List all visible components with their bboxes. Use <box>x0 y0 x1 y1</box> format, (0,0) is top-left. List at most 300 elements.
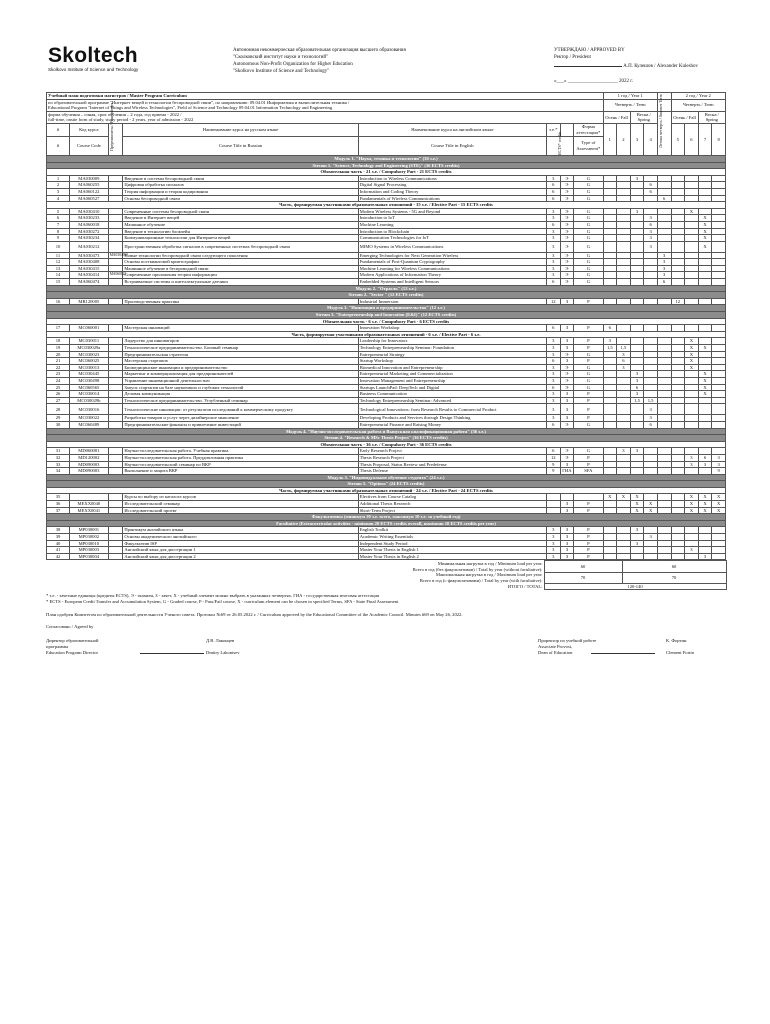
t1 <box>603 259 617 266</box>
term-7: 7 <box>698 123 712 155</box>
prerequisite <box>108 421 123 428</box>
t2 <box>617 325 631 332</box>
t9 <box>712 221 726 228</box>
assessment-en: G <box>574 377 603 384</box>
module-header-row <box>47 520 726 527</box>
t4: 6 <box>644 421 658 428</box>
course-code: MA030410 <box>70 208 109 215</box>
t9 <box>712 208 726 215</box>
t2: 6 <box>617 358 631 365</box>
t3 <box>630 235 644 242</box>
assessment-en: G <box>574 252 603 259</box>
course-code: MP030001 <box>70 527 109 534</box>
row-num: 17 <box>47 325 70 332</box>
module-title: Stream 4. "Research & MSc Thesis Project" (36 ECTS credits) <box>47 435 726 442</box>
credits: 3 <box>547 345 561 352</box>
t9 <box>712 228 726 235</box>
row-num: 25 <box>47 384 70 391</box>
t6 <box>671 415 685 422</box>
title-ru: Встраиваемые системы и интеллектуальные датчики <box>123 279 358 286</box>
prerequisite <box>108 371 123 378</box>
left-signatory-name <box>206 638 240 656</box>
prerequisite <box>108 175 123 182</box>
t8 <box>698 358 712 365</box>
term-8: 8 <box>712 123 726 155</box>
course-row <box>47 468 726 475</box>
course-code: MA030272 <box>70 228 109 235</box>
t1 <box>603 527 617 534</box>
t3: X <box>630 507 644 514</box>
part-title: Обязательная часть - 21 з.е. / Compulsory Part - 21 ECTS credits <box>47 169 726 176</box>
row-num: 27 <box>47 397 70 404</box>
course-row <box>47 265 726 272</box>
spring-label: Весна / Spring <box>630 111 657 123</box>
title-en: Leadership for Innovators <box>358 338 546 345</box>
module-header-row <box>47 155 726 162</box>
skoltech-logo <box>48 44 138 72</box>
prerequisite <box>108 221 123 228</box>
total-facultative-label: Всего в год (с факультативами) / Total by year (with facultative): <box>419 577 543 583</box>
t2 <box>617 377 631 384</box>
title-en: Innovation Management and Entrepreneurship <box>358 377 546 384</box>
title-ru: Практикум английского языка <box>123 527 358 534</box>
assessment-ru: Э <box>560 188 574 195</box>
t4: 6 <box>644 182 658 189</box>
prerequisite <box>108 461 123 468</box>
t7 <box>685 391 699 398</box>
left-role-line: Директор образовательной <box>46 638 99 644</box>
title-en: Industrial Immersion <box>358 298 546 305</box>
course-row <box>47 208 726 215</box>
t5 <box>657 391 671 398</box>
title-ru: Биомедицинские инновации и предпринимательство <box>123 364 358 371</box>
title-ru: Факультатив ISP <box>123 540 358 547</box>
col-type: Type of Assessment* <box>574 136 603 155</box>
t7 <box>685 404 699 415</box>
credits: 3 <box>547 208 561 215</box>
t5 <box>657 540 671 547</box>
t5 <box>657 468 671 475</box>
t1 <box>603 384 617 391</box>
t5 <box>657 298 671 305</box>
title-ru: Исследовательский семинар <box>123 501 358 508</box>
t1 <box>603 421 617 428</box>
course-code: MA060527 <box>70 195 109 202</box>
course-row <box>47 421 726 428</box>
org-line: Autonomous Non-Profit Organization for Higher Education <box>233 62 353 67</box>
course-code: MC030014 <box>70 391 109 398</box>
col-title-ru-en: Course Title in Russian <box>123 136 358 155</box>
totals-table <box>46 560 727 590</box>
t4 <box>644 345 658 352</box>
part-title: Часть, формируемая участниками образовательных отношений - 6 з.е. / Elective Part - 6 з.е. <box>47 331 726 338</box>
title-en: Additional Thesis Research <box>358 501 546 508</box>
course-code <box>70 494 109 501</box>
t8 <box>698 534 712 541</box>
t6 <box>671 195 685 202</box>
credits: 3 <box>547 540 561 547</box>
t1 <box>603 397 617 404</box>
prerequisite <box>108 208 123 215</box>
organization-block <box>233 47 483 75</box>
t9 <box>712 235 726 242</box>
t6 <box>671 235 685 242</box>
t4: 3 <box>644 404 658 415</box>
t6 <box>671 461 685 468</box>
approval-block <box>554 47 729 85</box>
course-code: MA030414 <box>70 272 109 279</box>
assessment-en: G <box>574 188 603 195</box>
t1 <box>603 182 617 189</box>
module-title: Модуль 2. "Отрасль" (12 з.е.) <box>47 285 726 292</box>
t6 <box>671 345 685 352</box>
t2 <box>617 501 631 508</box>
t7 <box>685 371 699 378</box>
t5 <box>657 371 671 378</box>
year1-label: 1 год / Year 1 <box>603 93 657 100</box>
title-ru: Технологическое предпринимательство. Углубленный семинар <box>123 397 358 404</box>
course-row <box>47 391 726 398</box>
assessment-en: G <box>574 279 603 286</box>
row-num: 15 <box>47 279 70 286</box>
t1 <box>603 241 617 252</box>
col-num: # <box>47 123 70 136</box>
t7 <box>685 421 699 428</box>
prerequisite <box>108 235 123 242</box>
t1 <box>603 461 617 468</box>
t5 <box>657 415 671 422</box>
title-en: Digital Signal Processing <box>358 182 546 189</box>
t9 <box>712 175 726 182</box>
t6 <box>671 494 685 501</box>
credits: 3 <box>547 553 561 560</box>
assessment-en: G <box>574 371 603 378</box>
row-num: 7 <box>47 221 70 228</box>
t8: X <box>698 494 712 501</box>
t7 <box>685 265 699 272</box>
title-en: Machine Learning <box>358 221 546 228</box>
assessment-en: P <box>574 534 603 541</box>
assessment-ru: З <box>560 404 574 415</box>
title-en: Technological Innovations: from Research Results to Commercial Product <box>358 404 546 415</box>
t8: X <box>698 371 712 378</box>
title-en: MIMO Systems in Wireless Communications <box>358 241 546 252</box>
assessment-ru: Э <box>560 175 574 182</box>
title-en: Thesis Proposal, Status Review and Predefense <box>358 461 546 468</box>
row-num: 39 <box>47 534 70 541</box>
t5 <box>657 377 671 384</box>
assessment-en: SFA <box>574 468 603 475</box>
t4 <box>644 494 658 501</box>
t5 <box>657 364 671 371</box>
col-form: Форма аттестации* <box>574 123 603 136</box>
title-en: Biomedical Innovation and Entrepreneurship <box>358 364 546 371</box>
t9 <box>712 421 726 428</box>
assessment-ru: Э <box>560 371 574 378</box>
t7: X <box>685 364 699 371</box>
t6 <box>671 338 685 345</box>
t7: 3 <box>685 461 699 468</box>
course-row <box>47 507 726 514</box>
credits: 3 <box>547 404 561 415</box>
t7 <box>685 175 699 182</box>
t7 <box>685 188 699 195</box>
course-code: MP030004 <box>70 553 109 560</box>
t8 <box>698 188 712 195</box>
intro-program-en: Educational Program "Internet of Things and Wireless Technologies", Field of Science and Technology 09.04.01 Information Technology and Engineering <box>47 105 604 111</box>
module-header-row <box>47 162 726 169</box>
itogo-value: 120-140 <box>544 583 726 590</box>
t2 <box>617 175 631 182</box>
t2 <box>617 415 631 422</box>
t8 <box>698 468 712 475</box>
title-en: Technology Entrepreneurship Seminar: Foundation <box>358 345 546 352</box>
max-load-label: Максимальная нагрузка в год / Maximum load per year: <box>435 572 543 578</box>
t8: X <box>698 215 712 222</box>
t6 <box>671 279 685 286</box>
assessment-en: P <box>574 527 603 534</box>
course-row <box>47 547 726 554</box>
t3 <box>630 345 644 352</box>
t4 <box>644 540 658 547</box>
t9: X <box>712 507 726 514</box>
prerequisite <box>108 345 123 352</box>
title-ru: Управление инновационной деятельностью <box>123 377 358 384</box>
title-ru: Коммуникационные технологии для Интернета вещей <box>123 235 358 242</box>
left-name-ru: Д.В. Лаконцев <box>206 638 235 644</box>
assessment-ru: Э <box>560 384 574 391</box>
row-num: 19 <box>47 345 70 352</box>
title-en: Technology Entrepreneurship Seminar: Advanced <box>358 397 546 404</box>
t6 <box>671 391 685 398</box>
assessment-en: P <box>574 397 603 404</box>
fall-label: Осень / Fall <box>603 111 630 123</box>
t2 <box>617 338 631 345</box>
t5 <box>657 338 671 345</box>
term-6: 6 <box>685 123 699 155</box>
t9 <box>712 265 726 272</box>
assessment-ru: З <box>560 540 574 547</box>
assessment-en: P <box>574 404 603 415</box>
title-ru: Исследовательский проект <box>123 507 358 514</box>
module-title: Модуль 5. "Индивидуальное обучение студента" (24 з.е.) <box>47 474 726 481</box>
t8 <box>698 259 712 266</box>
assessment-en: G <box>574 182 603 189</box>
t8 <box>698 397 712 404</box>
right-role-line: Проректор по учебной работе <box>538 638 597 644</box>
t4 <box>644 208 658 215</box>
credits: 6 <box>547 221 561 228</box>
t1 <box>603 265 617 272</box>
note-approval: План одобрен Комитетом по образовательной деятельности Ученого совета. Протокол №69 от 26.05.2022 г. / Curriculum approved by the Educational Committee of the Academic Council. Minutes #69 on May 26, 2022. <box>46 612 463 618</box>
t6 <box>671 252 685 259</box>
t1 <box>603 468 617 475</box>
t4 <box>644 468 658 475</box>
part-header-row <box>47 318 726 325</box>
course-row <box>47 182 726 189</box>
credits: 3 <box>547 175 561 182</box>
course-row <box>47 252 726 259</box>
title-ru: Введение в Интернет вещей <box>123 215 358 222</box>
right-name-ru: К. Фортин <box>666 638 687 644</box>
t7 <box>685 279 699 286</box>
t5 <box>657 494 671 501</box>
t6 <box>671 553 685 560</box>
t6 <box>671 228 685 235</box>
course-row <box>47 540 726 547</box>
part-header-row <box>47 487 726 494</box>
t4 <box>644 547 658 554</box>
t8: 3 <box>698 553 712 560</box>
course-code: MC030011 <box>70 338 109 345</box>
t1 <box>603 272 617 279</box>
t8: X <box>698 241 712 252</box>
logo-word: Skoltech <box>48 44 138 67</box>
t7: X <box>685 501 699 508</box>
title-en: Introduction to Wireless Communications <box>358 175 546 182</box>
t5 <box>657 188 671 195</box>
t3 <box>630 298 644 305</box>
course-code: MC030022 <box>70 415 109 422</box>
t4: 3 <box>644 235 658 242</box>
assessment-ru: З <box>560 527 574 534</box>
t9 <box>712 272 726 279</box>
row-num: 20 <box>47 351 70 358</box>
title-en: Thesis Research Project <box>358 454 546 461</box>
t7: X <box>685 351 699 358</box>
prerequisite <box>108 279 123 286</box>
assessment-ru: З <box>560 534 574 541</box>
course-code: MD090003 <box>70 461 109 468</box>
t7 <box>685 195 699 202</box>
t5: 3 <box>657 272 671 279</box>
t6 <box>671 547 685 554</box>
row-num: 10 <box>47 241 70 252</box>
row-num: 13 <box>47 265 70 272</box>
title-ru: Машинное обучение в беспроводной связи <box>123 265 358 272</box>
t8: X <box>698 377 712 384</box>
assessment-en: G <box>574 241 603 252</box>
row-num: 5 <box>47 208 70 215</box>
course-code: MC030016 <box>70 404 109 415</box>
prerequisite <box>108 404 123 415</box>
row-num: 4 <box>47 195 70 202</box>
course-row <box>47 553 726 560</box>
t3: 1,5 <box>630 397 644 404</box>
min-load-y1: 60 <box>544 561 622 572</box>
t7: X <box>685 358 699 365</box>
t8 <box>698 272 712 279</box>
course-row <box>47 454 726 461</box>
t6 <box>671 272 685 279</box>
t6 <box>671 540 685 547</box>
note-legend-en: * ECTS - European Credit Transfer and Accumulation System, G - Graded course, P - Pass/Fail course, X - curriculum element can be chosen in specified Terms, SFA - State Final Assessment <box>46 599 399 605</box>
org-line: Автономная некоммерческая образовательная организация высшего образования <box>233 48 406 53</box>
col-prereq: Пререквизиты / Prerequisites <box>108 103 114 152</box>
t6 <box>671 377 685 384</box>
t5: 3 <box>657 252 671 259</box>
t8 <box>698 547 712 554</box>
credits: 6 <box>547 325 561 332</box>
assessment-ru <box>560 494 574 501</box>
t1 <box>603 404 617 415</box>
t3: 3 <box>630 527 644 534</box>
t9 <box>712 404 726 415</box>
t7 <box>685 527 699 534</box>
prerequisite <box>108 298 123 305</box>
t7: X <box>685 494 699 501</box>
t1 <box>603 351 617 358</box>
t8: X <box>698 221 712 228</box>
course-row <box>47 345 726 352</box>
t9 <box>712 259 726 266</box>
course-row <box>47 448 726 455</box>
term-2: 2 <box>617 123 631 155</box>
prerequisite <box>108 182 123 189</box>
t4 <box>644 195 658 202</box>
row-num: 6 <box>47 215 70 222</box>
t1 <box>603 371 617 378</box>
t2 <box>617 468 631 475</box>
assessment-ru: Э <box>560 259 574 266</box>
course-code: MC030023 <box>70 351 109 358</box>
title-ru: Введение в системы беспроводной связи <box>123 175 358 182</box>
t7: X <box>685 507 699 514</box>
row-num: 41 <box>47 547 70 554</box>
right-role-line: Dean of Education <box>538 650 573 656</box>
t6 <box>671 454 685 461</box>
t3: 6 <box>630 384 644 391</box>
course-row <box>47 351 726 358</box>
title-en: Startup Workshop <box>358 358 546 365</box>
t7: 3 <box>685 454 699 461</box>
t5 <box>657 325 671 332</box>
prerequisite <box>108 527 123 534</box>
approved-date: «___» ____________________ 2022 г. <box>554 79 633 84</box>
t8 <box>698 404 712 415</box>
year2-label: 2 год / Year 2 <box>671 93 726 100</box>
t8 <box>698 195 712 202</box>
assessment-ru: Э <box>560 364 574 371</box>
title-ru: Выполнение и защита ВКР <box>123 468 358 475</box>
header <box>46 44 726 92</box>
t6 <box>671 448 685 455</box>
assessment-en: G <box>574 221 603 228</box>
t1: 3 <box>603 338 617 345</box>
max-load-y1: 70 <box>544 572 622 583</box>
course-row <box>47 377 726 384</box>
t3 <box>630 215 644 222</box>
module-header-row <box>47 312 726 319</box>
assessment-en: G <box>574 175 603 182</box>
t9 <box>712 188 726 195</box>
t3: 3 <box>630 371 644 378</box>
t4: 3 <box>644 241 658 252</box>
t1 <box>603 547 617 554</box>
prerequisite <box>108 391 123 398</box>
credits <box>547 501 561 508</box>
t3 <box>630 252 644 259</box>
t2: X <box>617 494 631 501</box>
title-ru: Научно-исследовательская работа. Учебная практика <box>123 448 358 455</box>
assessment-en: P <box>574 391 603 398</box>
t9: 3 <box>712 454 726 461</box>
t4 <box>644 377 658 384</box>
course-code: MC060489 <box>70 421 109 428</box>
t7 <box>685 272 699 279</box>
intro-row <box>47 93 726 100</box>
assessment-ru: З <box>560 553 574 560</box>
